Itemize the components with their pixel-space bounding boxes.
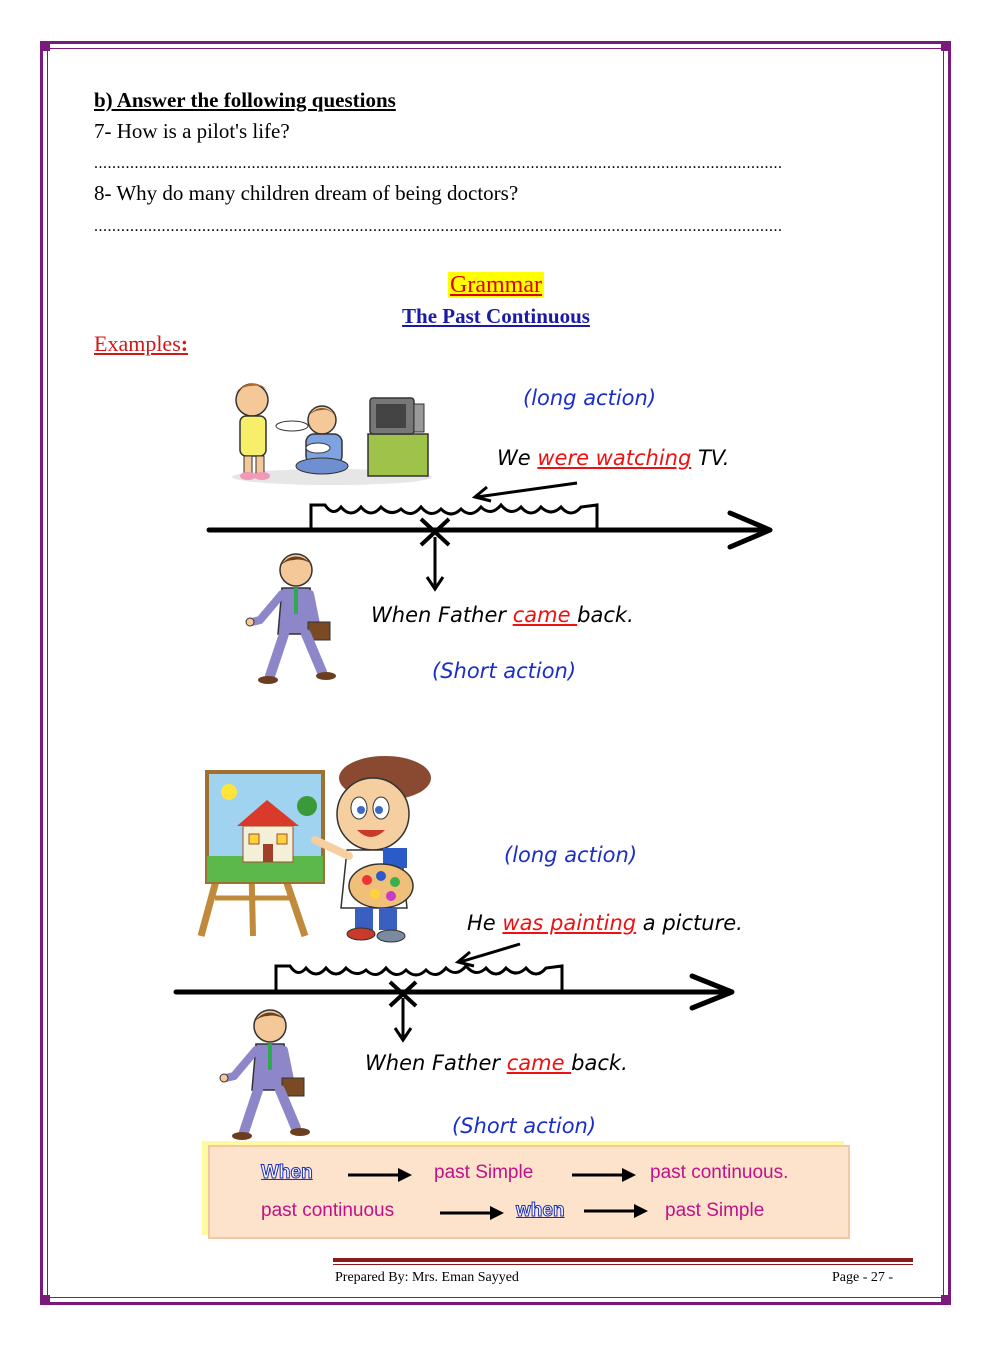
border-corner <box>941 41 951 51</box>
lesson-subtitle: The Past Continuous <box>402 304 590 328</box>
arrow-right-icon <box>582 1202 652 1220</box>
example2-when-verb: came <box>506 1051 572 1075</box>
footer-divider <box>333 1258 913 1262</box>
border-corner <box>40 1295 50 1305</box>
rule-row1-when: When <box>261 1162 313 1183</box>
example2-short-action: (Short action) <box>452 1114 597 1138</box>
footer-author: Prepared By: Mrs. Eman Sayyed <box>335 1270 519 1285</box>
example2-long-action: (long action) <box>504 843 638 867</box>
rule-row2-past-continuous: past continuous <box>261 1200 395 1221</box>
example1-short-action: (Short action) <box>432 659 577 683</box>
questions-heading: b) Answer the following questions <box>94 88 396 112</box>
example1-when-verb: came <box>512 603 578 627</box>
example2-when-sentence: When Father came back. <box>365 1051 628 1075</box>
example1-long-action: (long action) <box>523 386 657 410</box>
border-corner <box>941 1295 951 1305</box>
rule-row1-past-continuous: past continuous. <box>650 1162 789 1183</box>
border-corner <box>40 41 50 51</box>
grammar-title: Grammar <box>450 272 542 298</box>
rule-row2-past-simple: past Simple <box>665 1200 765 1221</box>
examples-label: Examples: <box>94 331 189 356</box>
answer-line-8[interactable]: ......................................................................................................................................................... <box>94 218 783 235</box>
footer-divider-thin <box>333 1264 913 1265</box>
grammar-rule-box <box>208 1145 850 1239</box>
rule-row1-past-simple: past Simple <box>434 1162 534 1183</box>
example1-verb: were watching <box>537 446 692 470</box>
question-8: 8- Why do many children dream of being doctors? <box>94 181 519 205</box>
example2-sentence: He was painting a picture. <box>467 911 743 935</box>
father-walking-illustration <box>238 550 338 685</box>
rule-row2-when: when <box>516 1200 565 1221</box>
arrow-right-icon <box>570 1166 640 1184</box>
answer-line-7[interactable]: ......................................................................................................................................................... <box>94 155 783 172</box>
father-walking-illustration <box>212 1006 312 1141</box>
arrow-right-icon <box>346 1166 416 1184</box>
example1-sentence: We were watching TV. <box>497 446 730 470</box>
arrow-right-icon <box>438 1204 508 1222</box>
family-watching-tv-illustration <box>222 372 442 487</box>
example1-when-sentence: When Father came back. <box>371 603 634 627</box>
boy-painting-illustration <box>195 748 440 943</box>
question-7: 7- How is a pilot's life? <box>94 119 290 143</box>
footer-page-number: Page - 27 - <box>832 1270 894 1285</box>
example2-verb: was painting <box>502 911 637 935</box>
